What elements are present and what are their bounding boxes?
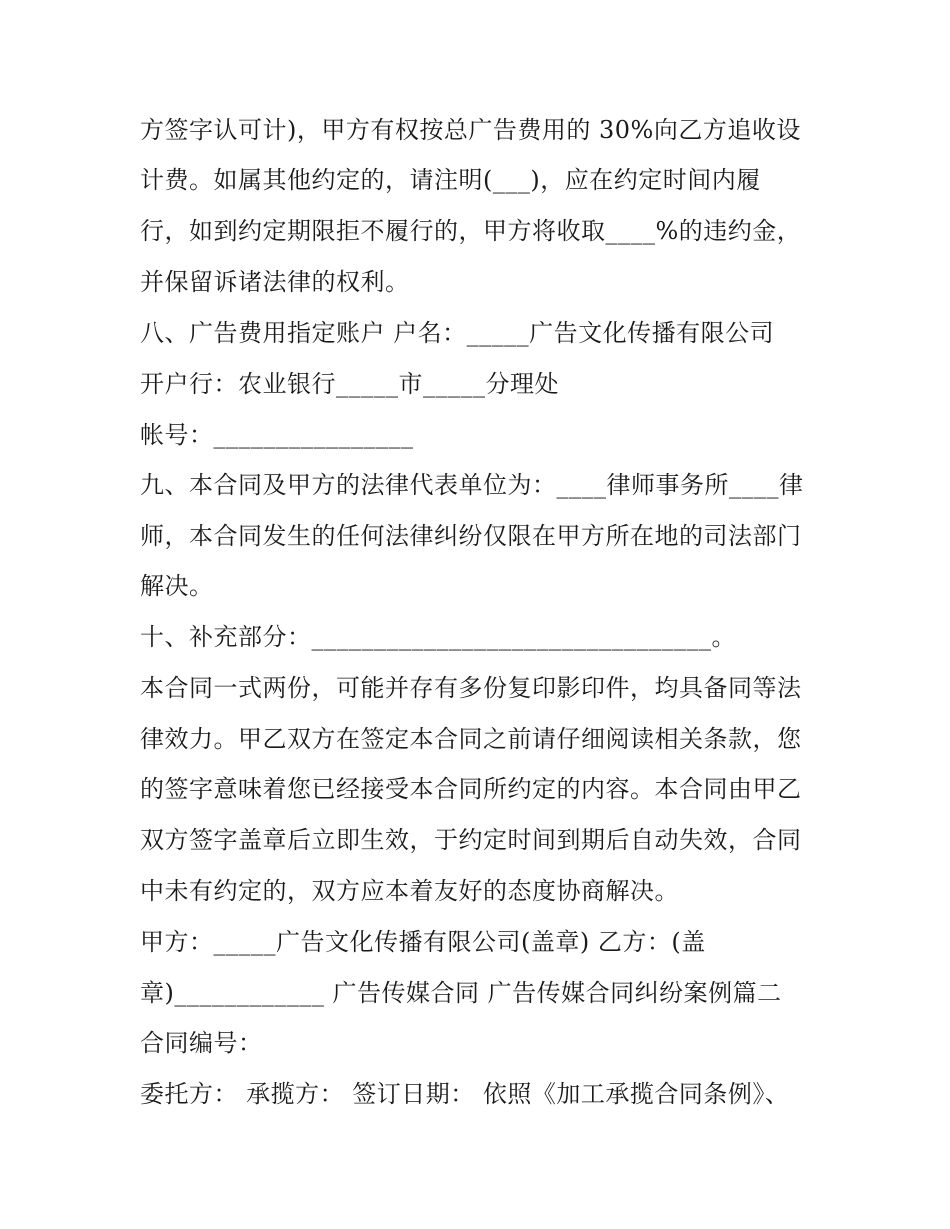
text-line: 师，本合同发生的任何法律纠纷仅限在甲方所在地的司法部门 (140, 522, 802, 550)
text-line: 八、广告费用指定账户 户名：_____广告文化传播有限公司 (140, 319, 775, 347)
text-line: 本合同一式两份，可能并存有多份复印影印件，均具备同等法 (140, 674, 802, 702)
text-line: 并保留诉诸法律的权利。 (140, 268, 410, 296)
text-line: 解决。 (140, 572, 214, 600)
text-line: 帐号：________________ (140, 421, 414, 449)
text-line: 中未有约定的，双方应本着友好的态度协商解决。 (140, 877, 679, 905)
text-line: 计费。如属其他约定的，请注明(___)，应在约定时间内履 (140, 166, 761, 194)
text-line: 方签字认可计)，甲方有权按总广告费用的 30%向乙方追收设 (140, 116, 801, 144)
text-line: 开户行：农业银行_____市_____分理处 (140, 370, 559, 398)
text-line: 行，如到约定期限拒不履行的，甲方将收取____%的违约金， (140, 217, 802, 245)
text-line: 合同编号： (140, 1029, 263, 1057)
text-line: 委托方： 承揽方： 签订日期： 依照《加工承揽合同条例》、 (140, 1080, 790, 1108)
text-line: 的签字意味着您已经接受本合同所约定的内容。本合同由甲乙 (140, 775, 802, 803)
text-line: 双方签字盖章后立即生效，于约定时间到期后自动失效，合同 (140, 826, 802, 854)
text-line: 甲方：_____广告文化传播有限公司(盖章) 乙方：(盖 (140, 928, 706, 956)
text-line: 律效力。甲乙双方在签定本合同之前请仔细阅读相关条款，您 (140, 725, 802, 753)
text-line: 十、补充部分：________________________________。 (140, 623, 736, 651)
text-line: 章)____________ 广告传媒合同 广告传媒合同纠纷案例篇二 (140, 979, 782, 1007)
text-line: 九、本合同及甲方的法律代表单位为：____律师事务所____律 (140, 471, 804, 499)
